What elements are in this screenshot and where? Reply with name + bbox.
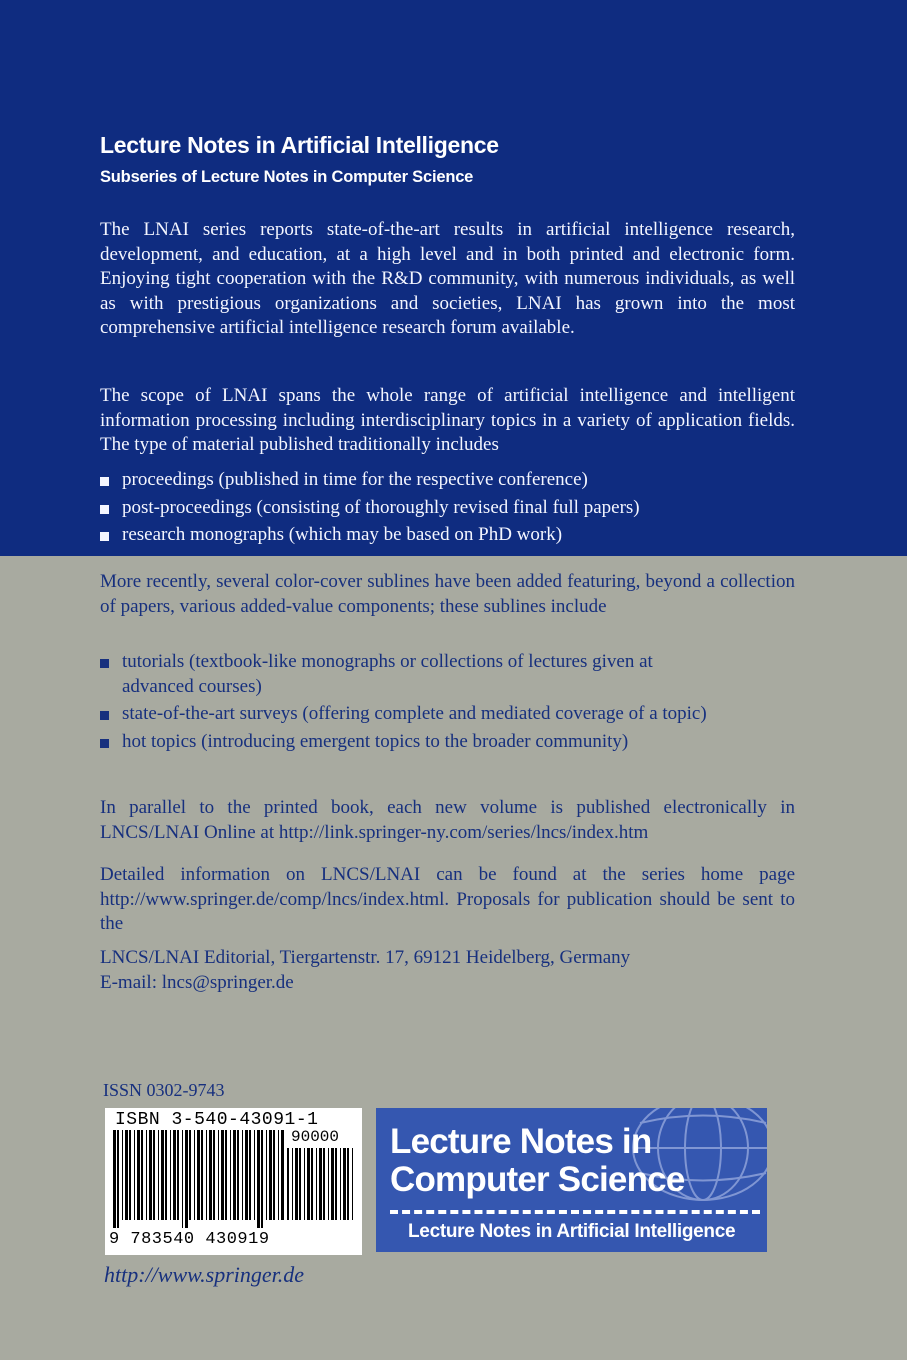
bullet-square-icon: [100, 532, 109, 541]
sublines-intro: More recently, several color-cover sublines have been added featuring, beyond a collection of papers, various added-value components; these sublines include: [100, 571, 795, 617]
list-item: state-of-the-art surveys (offering complete and mediated coverage of a topic): [100, 702, 720, 727]
subline-list: [100, 650, 720, 757]
bullet-square-icon: [100, 477, 109, 486]
list-item: proceedings (published in time for the respective conference): [100, 468, 800, 493]
bullet-square-icon: [100, 659, 109, 668]
series-title: Lecture Notes in Artificial Intelligence: [100, 132, 499, 158]
logo-line-1: Lecture Notes in: [390, 1122, 652, 1161]
intro-paragraph-2: The scope of LNAI spans the whole range of artificial intelligence and intelligent information processing including interdisciplinary topics in a variety of application fields. The type of material published traditionally includes: [100, 385, 795, 456]
barcode-bars: [113, 1130, 285, 1228]
logo-divider: [390, 1210, 760, 1214]
issn-label: ISSN 0302-9743: [103, 1080, 225, 1100]
series-subtitle: Subseries of Lecture Notes in Computer Science: [100, 168, 474, 186]
list-item: hot topics (introducing emergent topics to the broader community): [100, 730, 720, 755]
lncs-series-logo: [376, 1108, 767, 1252]
ean-digits: 9 783540 430919: [109, 1230, 270, 1249]
bullet-square-icon: [100, 505, 109, 514]
logo-line-3: Lecture Notes in Artificial Intelligence: [408, 1221, 736, 1242]
isbn-barcode: [105, 1108, 362, 1255]
list-item: post-proceedings (consisting of thoroughly revised final full papers): [100, 496, 800, 521]
traditional-list: [100, 468, 800, 551]
barcode-addon-text: 90000: [291, 1128, 340, 1146]
bullet-square-icon: [100, 711, 109, 720]
barcode-addon-bars: [287, 1148, 357, 1228]
list-item: research monographs (which may be based on PhD work): [100, 523, 800, 548]
intro-paragraph-1: The LNAI series reports state-of-the-art results in artificial intelligence research, development, and education, at a high level and in both printed and electronic form. Enjoying tight cooperation with the R&D community, with numerous individuals, as well as with prestigious organizations and societies, LNAI has grown into the most comprehensive artificial intelligence research forum available.: [100, 219, 795, 339]
publisher-url: http://www.springer.de: [104, 1262, 305, 1287]
logo-line-2: Computer Science: [390, 1160, 685, 1199]
online-paragraph: In parallel to the printed book, each new volume is published electronically in LNCS/LNAI Online at http://link.springer-ny.com/series/lncs/index.htm: [100, 797, 795, 843]
editorial-address: LNCS/LNAI Editorial, Tiergartenstr. 17, 69121 Heidelberg, Germany: [100, 947, 631, 968]
list-item: tutorials (textbook-like monographs or collections of lectures given at advanced courses): [100, 650, 720, 699]
isbn-text: ISBN 3-540-43091-1: [115, 1110, 319, 1130]
bullet-square-icon: [100, 739, 109, 748]
info-paragraph: Detailed information on LNCS/LNAI can be found at the series home page http://www.springer.de/comp/lncs/index.html. Proposals for publication should be sent to the: [100, 864, 795, 935]
editorial-email: E-mail: lncs@springer.de: [100, 972, 294, 993]
